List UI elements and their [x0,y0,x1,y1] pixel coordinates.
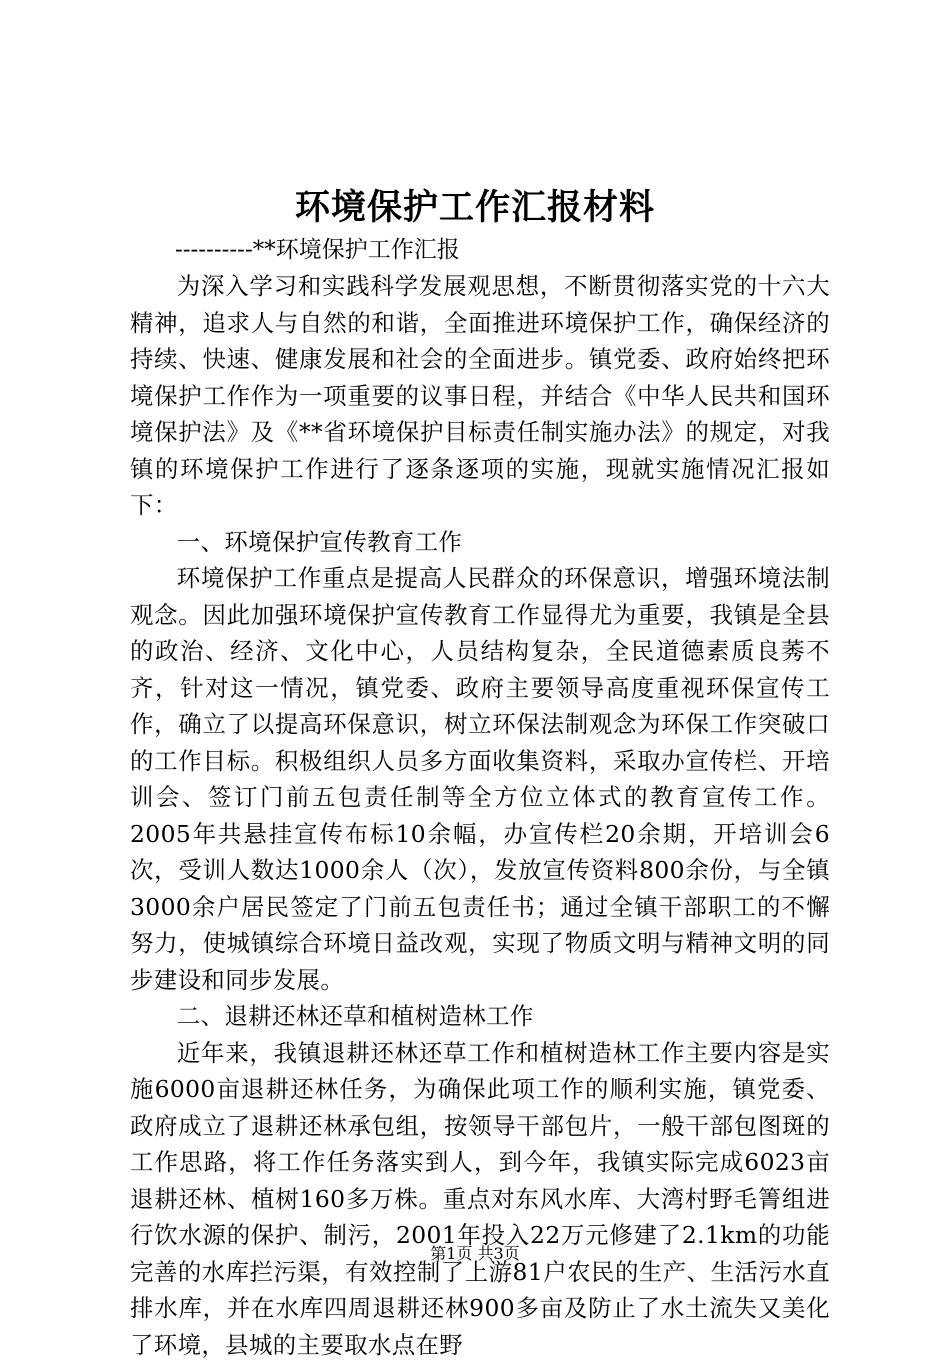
section-2-paragraph: 近年来，我镇退耕还林还草工作和植树造林工作主要内容是实施6000亩退耕还林任务，为确保此项工作的顺利实施，镇党委、政府成立了退耕还林承包组，按领导干部包片，一般干部包图斑的工作思路，将工作任务落实到人，到今年，我镇实际完成6023亩退耕还林、植树160多万株。重点对东风水库、大湾村野毛箐组进行饮水源的保护、制污，2001年投入22万元修建了2.1km的功能完善的水库拦污渠，有效控制了上游81户农民的生产、生活污水直排水库，并在水库四周退耕还林900多亩及防止了水土流失又美化了环境，县城的主要取水点在野 [130,1035,830,1363]
document-title: 环境保护工作汇报材料 [0,183,950,233]
document-subtitle: ----------**环境保护工作汇报 [175,233,460,267]
section-heading-2: 二、退耕还林还草和植树造林工作 [130,998,830,1035]
document-body [130,268,830,1363]
section-heading-1: 一、环境保护宣传教育工作 [130,524,830,561]
intro-paragraph: 为深入学习和实践科学发展观思想，不断贯彻落实党的十六大精神，追求人与自然的和谐，全面推进环境保护工作，确保经济的持续、快速、健康发展和社会的全面进步。镇党委、政府始终把环境保护工作作为一项重要的议事日程，并结合《中华人民共和国环境保护法》及《**省环境保护目标责任制实施办法》的规定，对我镇的环境保护工作进行了逐条逐项的实施，现就实施情况汇报如下： [130,268,830,524]
section-1-paragraph: 环境保护工作重点是提高人民群众的环保意识，增强环境法制观念。因此加强环境保护宣传教育工作显得尤为重要，我镇是全县的政治、经济、文化中心，人员结构复杂，全民道德素质良莠不齐，针对这一情况，镇党委、政府主要领导高度重视环保宣传工作，确立了以提高环保意识，树立环保法制观念为环保工作突破口的工作目标。积极组织人员多方面收集资料，采取办宣传栏、开培训会、签订门前五包责任制等全方位立体式的教育宣传工作。2005年共悬挂宣传布标10余幅，办宣传栏20余期，开培训会6次，受训人数达1000余人（次），发放宣传资料800余份，与全镇3000余户居民签定了门前五包责任书；通过全镇干部职工的不懈努力，使城镇综合环境日益改观，实现了物质文明与精神文明的同步建设和同步发展。 [130,560,830,998]
page-footer: 第1页 共3页 [0,1243,950,1265]
